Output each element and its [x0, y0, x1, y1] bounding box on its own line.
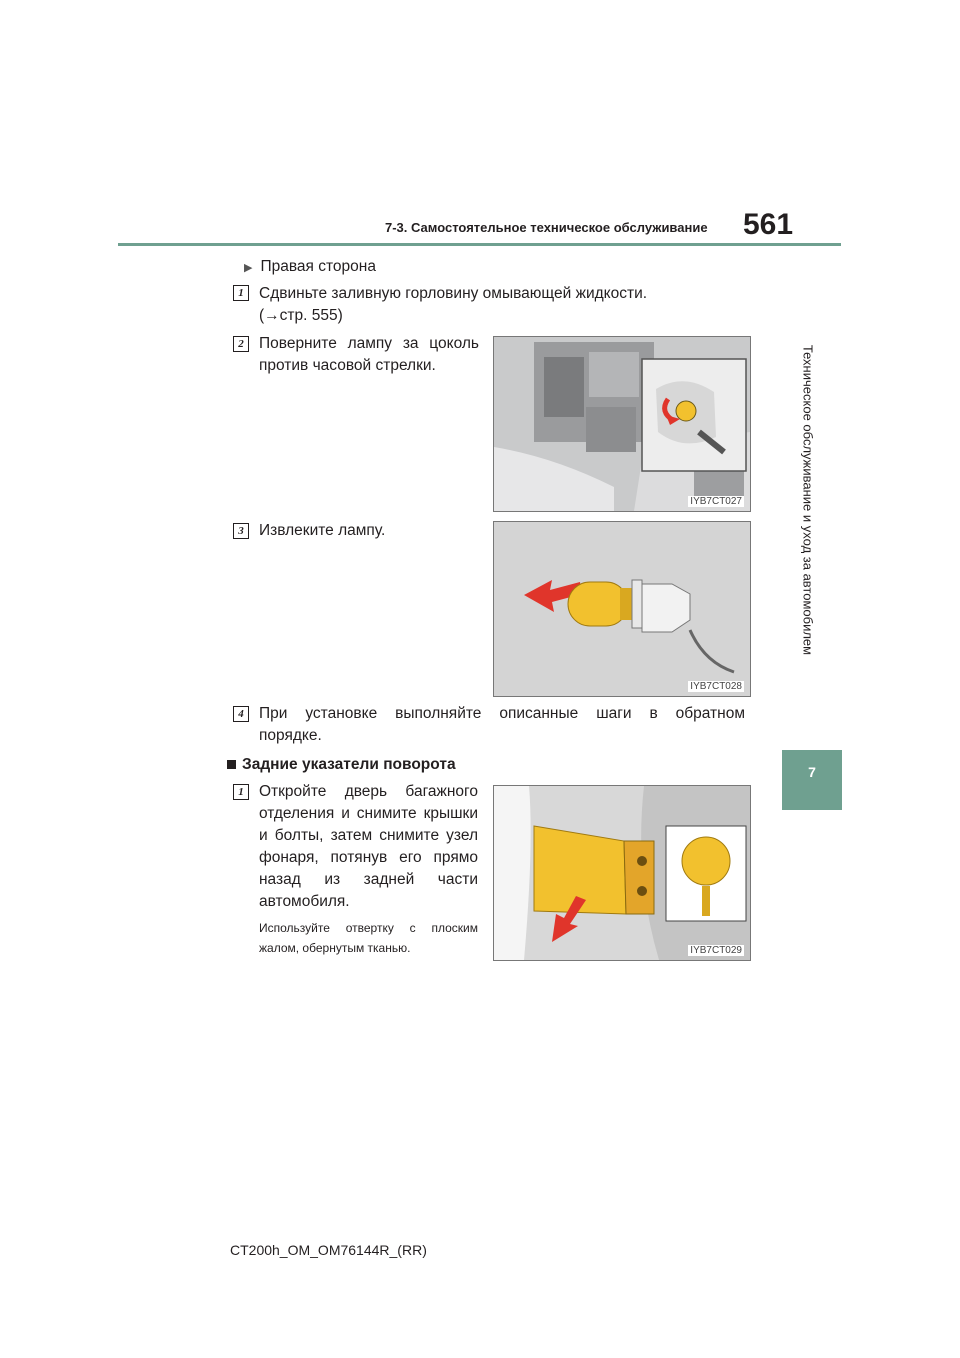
document-code: CT200h_OM_OM76144R_(RR): [230, 1242, 427, 1258]
page-number: 561: [743, 208, 794, 241]
chapter-tab: [782, 750, 842, 810]
step-b1-line-3: и болты, затем снимите узел: [259, 827, 478, 844]
bulb-removal-illustration: [494, 522, 750, 696]
step-number-box: 4: [233, 706, 249, 722]
section-heading-text: Задние указатели поворота: [242, 756, 456, 773]
chapter-side-text: Техническое обслуживание и уход за автомобилем: [800, 344, 816, 656]
chapter-side-label: [776, 250, 840, 750]
figure-label: IYB7CT028: [690, 681, 742, 692]
engine-bay-illustration: [494, 337, 750, 511]
figure-rear-turn-signal: [493, 785, 751, 961]
step-2-text-line1: Поверните лампу за цоколь: [259, 335, 479, 352]
step-number-box: 1: [233, 784, 249, 800]
step-b1-line-1: Откройте дверь багажного: [259, 783, 478, 800]
figure-label: IYB7CT029: [690, 945, 742, 956]
step-b1-line-6: автомобиля.: [259, 893, 350, 910]
note-line-1: Используйте отвертку с плоским: [259, 921, 478, 935]
step-number-box: 1: [233, 285, 249, 301]
step-number-box: 2: [233, 336, 249, 352]
step-4-text-line2: порядке.: [259, 727, 322, 744]
figure-label: IYB7CT027: [690, 496, 742, 507]
step-1-ref: (→стр. 555): [259, 307, 343, 324]
step-4-text-line1: При установке выполняйте описанные шаги в обратном: [259, 705, 745, 722]
subheading-text: Правая сторона: [260, 258, 376, 275]
step-b1-line-2: отделения и снимите крышки: [259, 805, 478, 822]
section-heading: [227, 754, 456, 776]
subheading: [244, 256, 376, 279]
step-3-text: Извлеките лампу.: [259, 522, 386, 539]
rear-turn-signal-illustration: [494, 786, 750, 960]
step-2-text-line2: против часовой стрелки.: [259, 357, 436, 374]
step-number-box: 3: [233, 523, 249, 539]
note-line-2: жалом, обернутым тканью.: [259, 941, 411, 955]
triangle-right-icon: ▶: [244, 262, 253, 274]
header-rule: [118, 243, 841, 246]
section-title: 7-3. Самостоятельное техническое обслуживание: [385, 220, 708, 235]
square-bullet-icon: [227, 760, 236, 769]
figure-bulb-removal: [493, 521, 751, 697]
figure-engine-bay: [493, 336, 751, 512]
step-1-text: Сдвиньте заливную горловину омывающей жидкости.: [259, 285, 648, 302]
step-b1-line-4: фонаря, потянув его прямо: [259, 849, 478, 866]
step-b1-line-5: назад из задней части: [259, 871, 478, 888]
chapter-number: 7: [808, 764, 816, 780]
